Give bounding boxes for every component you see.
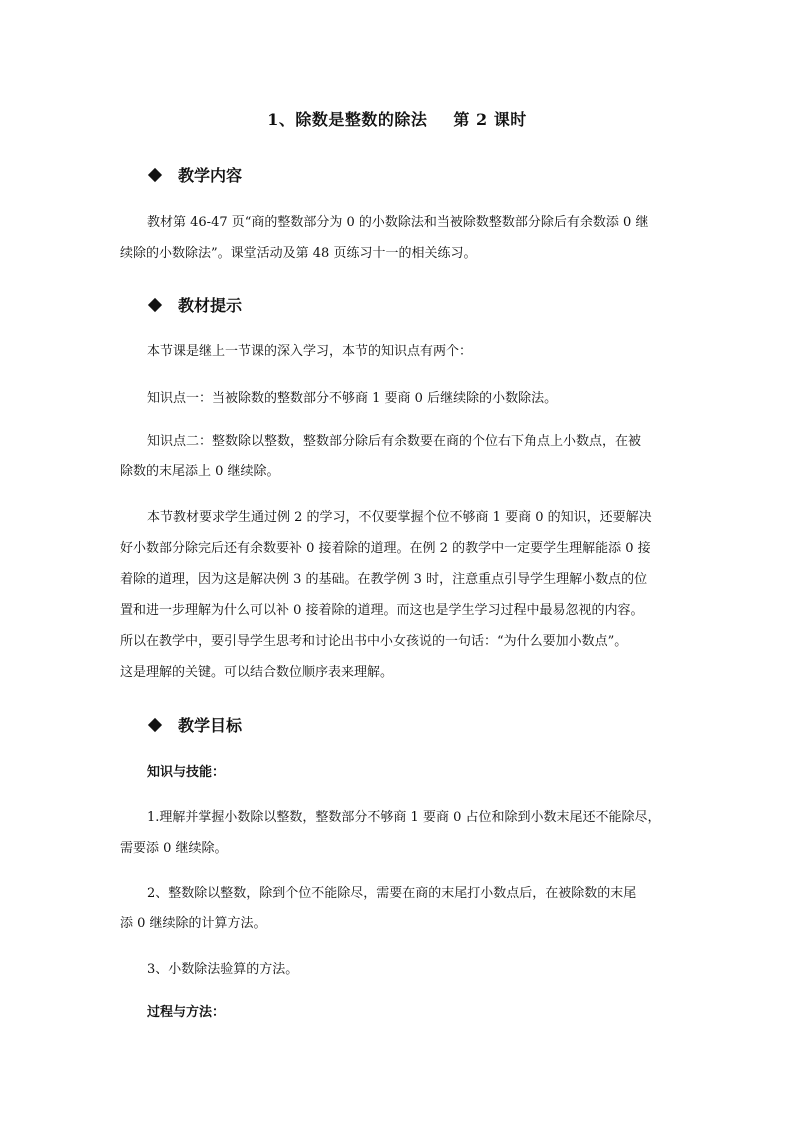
tips-line-3: 知识点二：整数除以整数，整数部分除后有余数要在商的个位右下角点上小数点，在被 xyxy=(147,434,642,449)
goals-line-5: 3、小数除法验算的方法。 xyxy=(147,962,299,977)
heading-textbook-tips: 教材提示 xyxy=(148,293,242,316)
tips-line-5: 本节教材要求学生通过例 2 的学习，不仅要掌握个位不够商 1 要商 0 的知识，还要解决 xyxy=(147,510,652,525)
tips-line-2: 知识点一：当被除数的整数部分不够商 1 要商 0 后继续除的小数除法。 xyxy=(147,391,558,406)
goals-line-4: 添 0 继续除的计算方法。 xyxy=(120,916,267,931)
tips-line-9: 所以在教学中，要引导学生思考和讨论出书中小女孩说的一句话：“为什么要加小数点”。 xyxy=(120,634,628,649)
goals-subheading-knowledge: 知识与技能： xyxy=(147,765,226,780)
title-lesson: 1、除数是整数的除法 xyxy=(267,110,428,129)
tips-line-1: 本节课是继上一节课的深入学习，本节的知识点有两个： xyxy=(147,344,473,359)
content-line-1: 教材第 46-47 页“商的整数部分为 0 的小数除法和当被除数整数部分除后有余数添 0 继 xyxy=(147,215,649,230)
diamond-bullet-icon xyxy=(148,167,162,181)
tips-line-10: 这是理解的关键。可以结合数位顺序表来理解。 xyxy=(120,665,394,680)
heading-teaching-content: 教学内容 xyxy=(148,163,242,186)
diamond-bullet-icon xyxy=(148,717,162,731)
page-title xyxy=(0,107,794,130)
goals-subheading-process: 过程与方法： xyxy=(147,1005,226,1020)
tips-line-7: 着除的道理，因为这是解决例 3 的基础。在教学例 3 时，注意重点引导学生理解小数点的位 xyxy=(120,572,648,587)
title-period: 第 2 课时 xyxy=(453,110,527,129)
diamond-bullet-icon xyxy=(148,297,162,311)
goals-line-1: 1.理解并掌握小数除以整数，整数部分不够商 1 要商 0 占位和除到小数末尾还不能除尽， xyxy=(147,810,661,825)
goals-line-2: 需要添 0 继续除。 xyxy=(120,841,228,856)
content-line-2: 续除的小数除法”。课堂活动及第 48 页练习十一的相关练习。 xyxy=(120,246,477,261)
heading-teaching-goals: 教学目标 xyxy=(148,713,242,736)
tips-line-4: 除数的末尾添上 0 继续除。 xyxy=(120,464,280,479)
tips-line-8: 置和进一步理解为什么可以补 0 接着除的道理。而这也是学生学习过程中最易忽视的内容。 xyxy=(120,603,644,618)
goals-line-3: 2、整数除以整数，除到个位不能除尽，需要在商的末尾打小数点后，在被除数的末尾 xyxy=(147,886,637,901)
tips-line-6: 好小数部分除完后还有余数要补 0 接着除的道理。在例 2 的教学中一定要学生理解能添 0 接 xyxy=(120,541,651,556)
